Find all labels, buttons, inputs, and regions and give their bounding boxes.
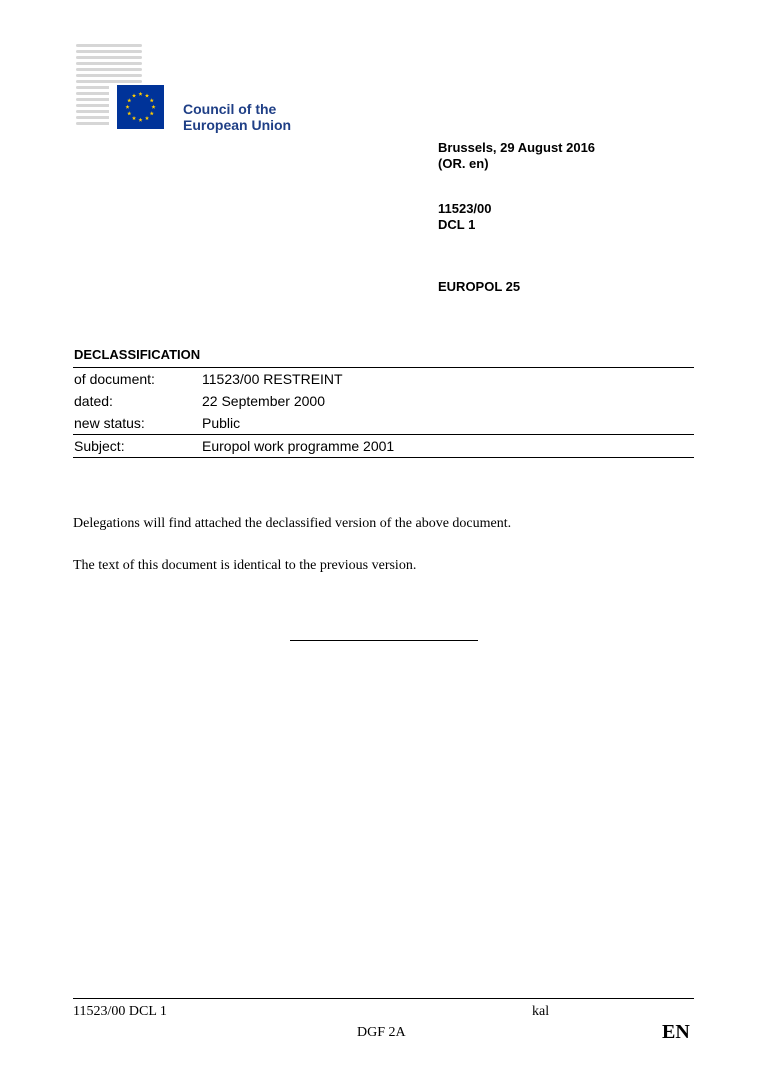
body-paragraph-1: Delegations will find attached the declassified version of the above document. bbox=[73, 516, 512, 531]
row-value: Public bbox=[202, 415, 241, 431]
row-value: 22 September 2000 bbox=[202, 393, 325, 409]
table-mid-rule bbox=[73, 434, 694, 435]
row-value: Europol work programme 2001 bbox=[202, 438, 395, 454]
document-number: 11523/00 bbox=[438, 201, 492, 216]
organization-line-1: Council of the bbox=[183, 101, 277, 117]
place-date: Brussels, 29 August 2016 bbox=[438, 140, 596, 155]
dcl-number: DCL 1 bbox=[438, 217, 476, 232]
footer-rule bbox=[73, 998, 694, 999]
table-bottom-rule bbox=[73, 457, 694, 458]
footer-initials: kal bbox=[532, 1004, 550, 1019]
row-label: of document: bbox=[74, 371, 155, 387]
reference-code: EUROPOL 25 bbox=[438, 279, 521, 294]
footer-directorate: DGF 2A bbox=[357, 1025, 406, 1040]
footer-language: EN bbox=[662, 1021, 690, 1043]
table-top-rule bbox=[73, 367, 694, 368]
eu-flag-icon bbox=[109, 85, 172, 129]
body-paragraph-2: The text of this document is identical to the previous version. bbox=[73, 558, 417, 573]
organization-line-2: European Union bbox=[183, 117, 292, 133]
organization-name bbox=[183, 101, 291, 133]
document-number-block bbox=[438, 201, 492, 233]
date-block bbox=[438, 140, 595, 172]
footer-doc-ref: 11523/00 DCL 1 bbox=[73, 1004, 167, 1019]
original-language: (OR. en) bbox=[438, 156, 489, 171]
row-label: Subject: bbox=[74, 438, 125, 454]
row-label: dated: bbox=[74, 393, 113, 409]
row-label: new status: bbox=[74, 415, 145, 431]
declassification-title: DECLASSIFICATION bbox=[74, 347, 201, 362]
separator-line bbox=[290, 640, 478, 641]
row-value: 11523/00 RESTREINT bbox=[202, 371, 343, 387]
